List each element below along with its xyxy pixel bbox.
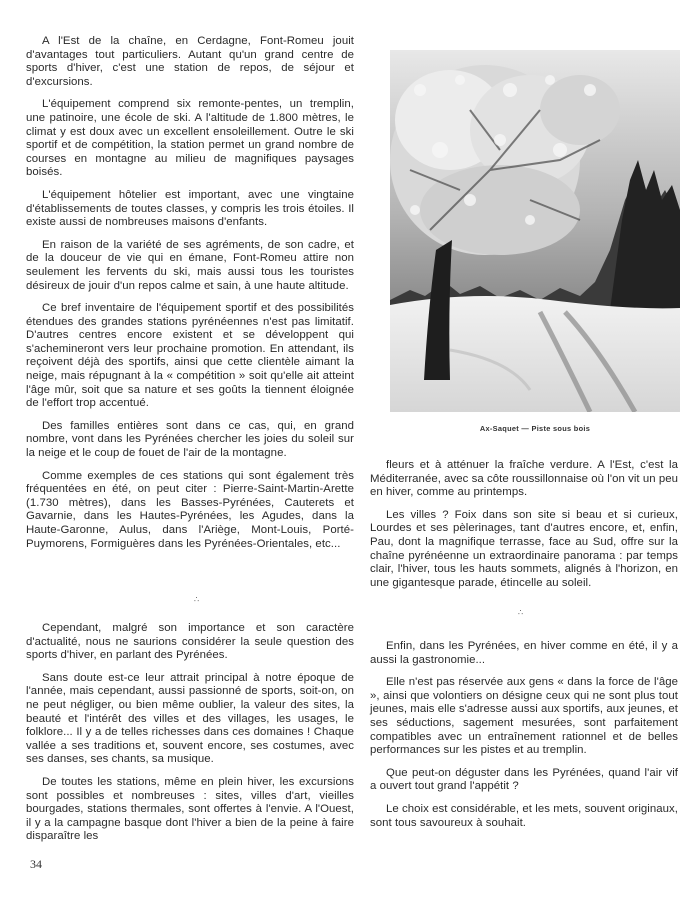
paragraph: En raison de la variété de ses agréments, de son cadre, et de la douceur de vie qui en émane, Font-Romeu attire non seulement les fervents du ski, mais aussi tous les touristes désireux de jouir d'un repos calme et sain, à une haute altitude. — [26, 238, 354, 292]
section-ornament: ∴ — [518, 608, 523, 617]
left-column-top — [26, 35, 354, 560]
left-column-bottom — [26, 622, 354, 853]
photo-caption: Ax-Saquet — Piste sous bois — [479, 424, 591, 433]
paragraph: A l'Est de la chaîne, en Cerdagne, Font-Romeu jouit d'avantages tout particuliers. Autant qu'un grand centre de sports d'hiver, c'est une station de repos, de séjour et d'excursions. — [26, 35, 354, 88]
paragraph: Elle n'est pas réservée aux gens « dans la force de l'âge », ainsi que volontiers on désigne ceux qui ne sont plus tout jeunes, mais elle s'adresse aussi aux sportifs, aux jeunes, et ses séductions, sagement mesurées, sont parfaitement compatibles avec un entraînement rationnel et de belles performances sur les pistes et au tremplin. — [370, 676, 678, 757]
section-ornament: ∴ — [194, 595, 199, 604]
paragraph: Ce bref inventaire de l'équipement sportif et des possibilités étendues des grandes stations pyrénéennes n'est pas limitatif. D'autres centres encore existent et se développent qui s'achemineront vers leur prochaine promotion. En attendant, ils reçoivent déjà des sportifs, ainsi que cette clientèle aimant la neige, mais répugnant à la « compétition » soit qu'elle ait atteint l'âge mûr, soit que sa nature et ses goûts la tiennent éloignée de l'effort trop accentué. — [26, 302, 354, 410]
paragraph: Le choix est considérable, et les mets, souvent originaux, sont tous savoureux à souhait. — [370, 802, 678, 829]
right-column-middle — [370, 459, 678, 599]
paragraph: Sans doute est-ce leur attrait principal à notre époque de l'année, mais cependant, aussi passionné de sports, soit-on, on ne peut négliger, ou bien même oublier, la valeur des sites, la beauté et l'intérêt des villes et des villages, les usages, le folklore... Il y a de telles richesses dans ces domaines ! Chaque vallée a ses traditions et, souvent encore, ses costumes, avec ses danses, ses chants, sa musique. — [26, 671, 354, 766]
snowy-forest-photo — [390, 50, 680, 412]
paragraph: Les villes ? Foix dans son site si beau et si curieux, Lourdes et ses pèlerinages, tant d'autres encore, et, enfin, Pau, dont la magnifique terrasse, face au Sud, offre sur la chaîne pyrénéenne un extraordinaire panorama : par temps clair, l'hiver, tous les hauts sommets, alignés à l'horizon, en une gigantesque parade, étincelle au soleil. — [370, 508, 678, 589]
paragraph: fleurs et à atténuer la fraîche verdure. A l'Est, c'est la Méditerranée, avec sa côte roussillonnaise où l'on vit un peu en hiver, comme au printemps. — [370, 459, 678, 499]
paragraph: L'équipement hôtelier est important, avec une vingtaine d'établissements de toutes classes, y compris les trois étoiles. Il existe aussi de nombreuses maisons d'enfants. — [26, 188, 354, 229]
paragraph: Des familles entières sont dans ce cas, qui, en grand nombre, vont dans les Pyrénées chercher les joies du soleil sur la neige et le coup de fouet de l'air de la montagne. — [26, 419, 354, 460]
paragraph: Enfin, dans les Pyrénées, en hiver comme en été, il y a aussi la gastronomie... — [370, 640, 678, 666]
right-column-bottom — [370, 640, 678, 839]
paragraph: Cependant, malgré son importance et son caractère d'actualité, nous ne saurions considérer la seule question des sports d'hiver, en parlant des Pyrénées. — [26, 622, 354, 662]
paragraph: Comme exemples de ces stations qui sont également très fréquentées en été, on peut citer : Pierre-Saint-Martin-Arette (1.730 mètres), dans les Basses-Pyrénées, Cauterets et Gavarnie, dans les Hautes-Pyrénées, les Agudes, dans la Haute-Garonne, Aulus, dans l'Ariège, Mont-Louis, Porté-Puymorens, Formiguères dans les Pyrénées-Orientales, etc... — [26, 469, 354, 550]
watermark — [332, 436, 372, 462]
paragraph: De toutes les stations, même en plein hiver, les excursions sont possibles et nombreuses : sites, villes d'art, vieilles bourgades, stations thermales, sont offertes à l'envie. A l'Ouest, il y a la campagne basque dont l'hiver a bien de la peine à faire disparaître les — [26, 775, 354, 843]
paragraph: Que peut-on déguster dans les Pyrénées, quand l'air vif a ouvert tout grand l'appétit ? — [370, 766, 678, 793]
page-number: 34 — [30, 857, 42, 871]
paragraph: L'équipement comprend six remonte-pentes, un tremplin, une patinoire, une école de ski. A l'altitude de 1.800 mètres, le climat y est doux avec un excellent ensoleillement. Outre le ski sportif et de compétition, la station permet un grand nombre de courses en montagne au milieu de magnifiques paysages boisés. — [26, 98, 354, 179]
